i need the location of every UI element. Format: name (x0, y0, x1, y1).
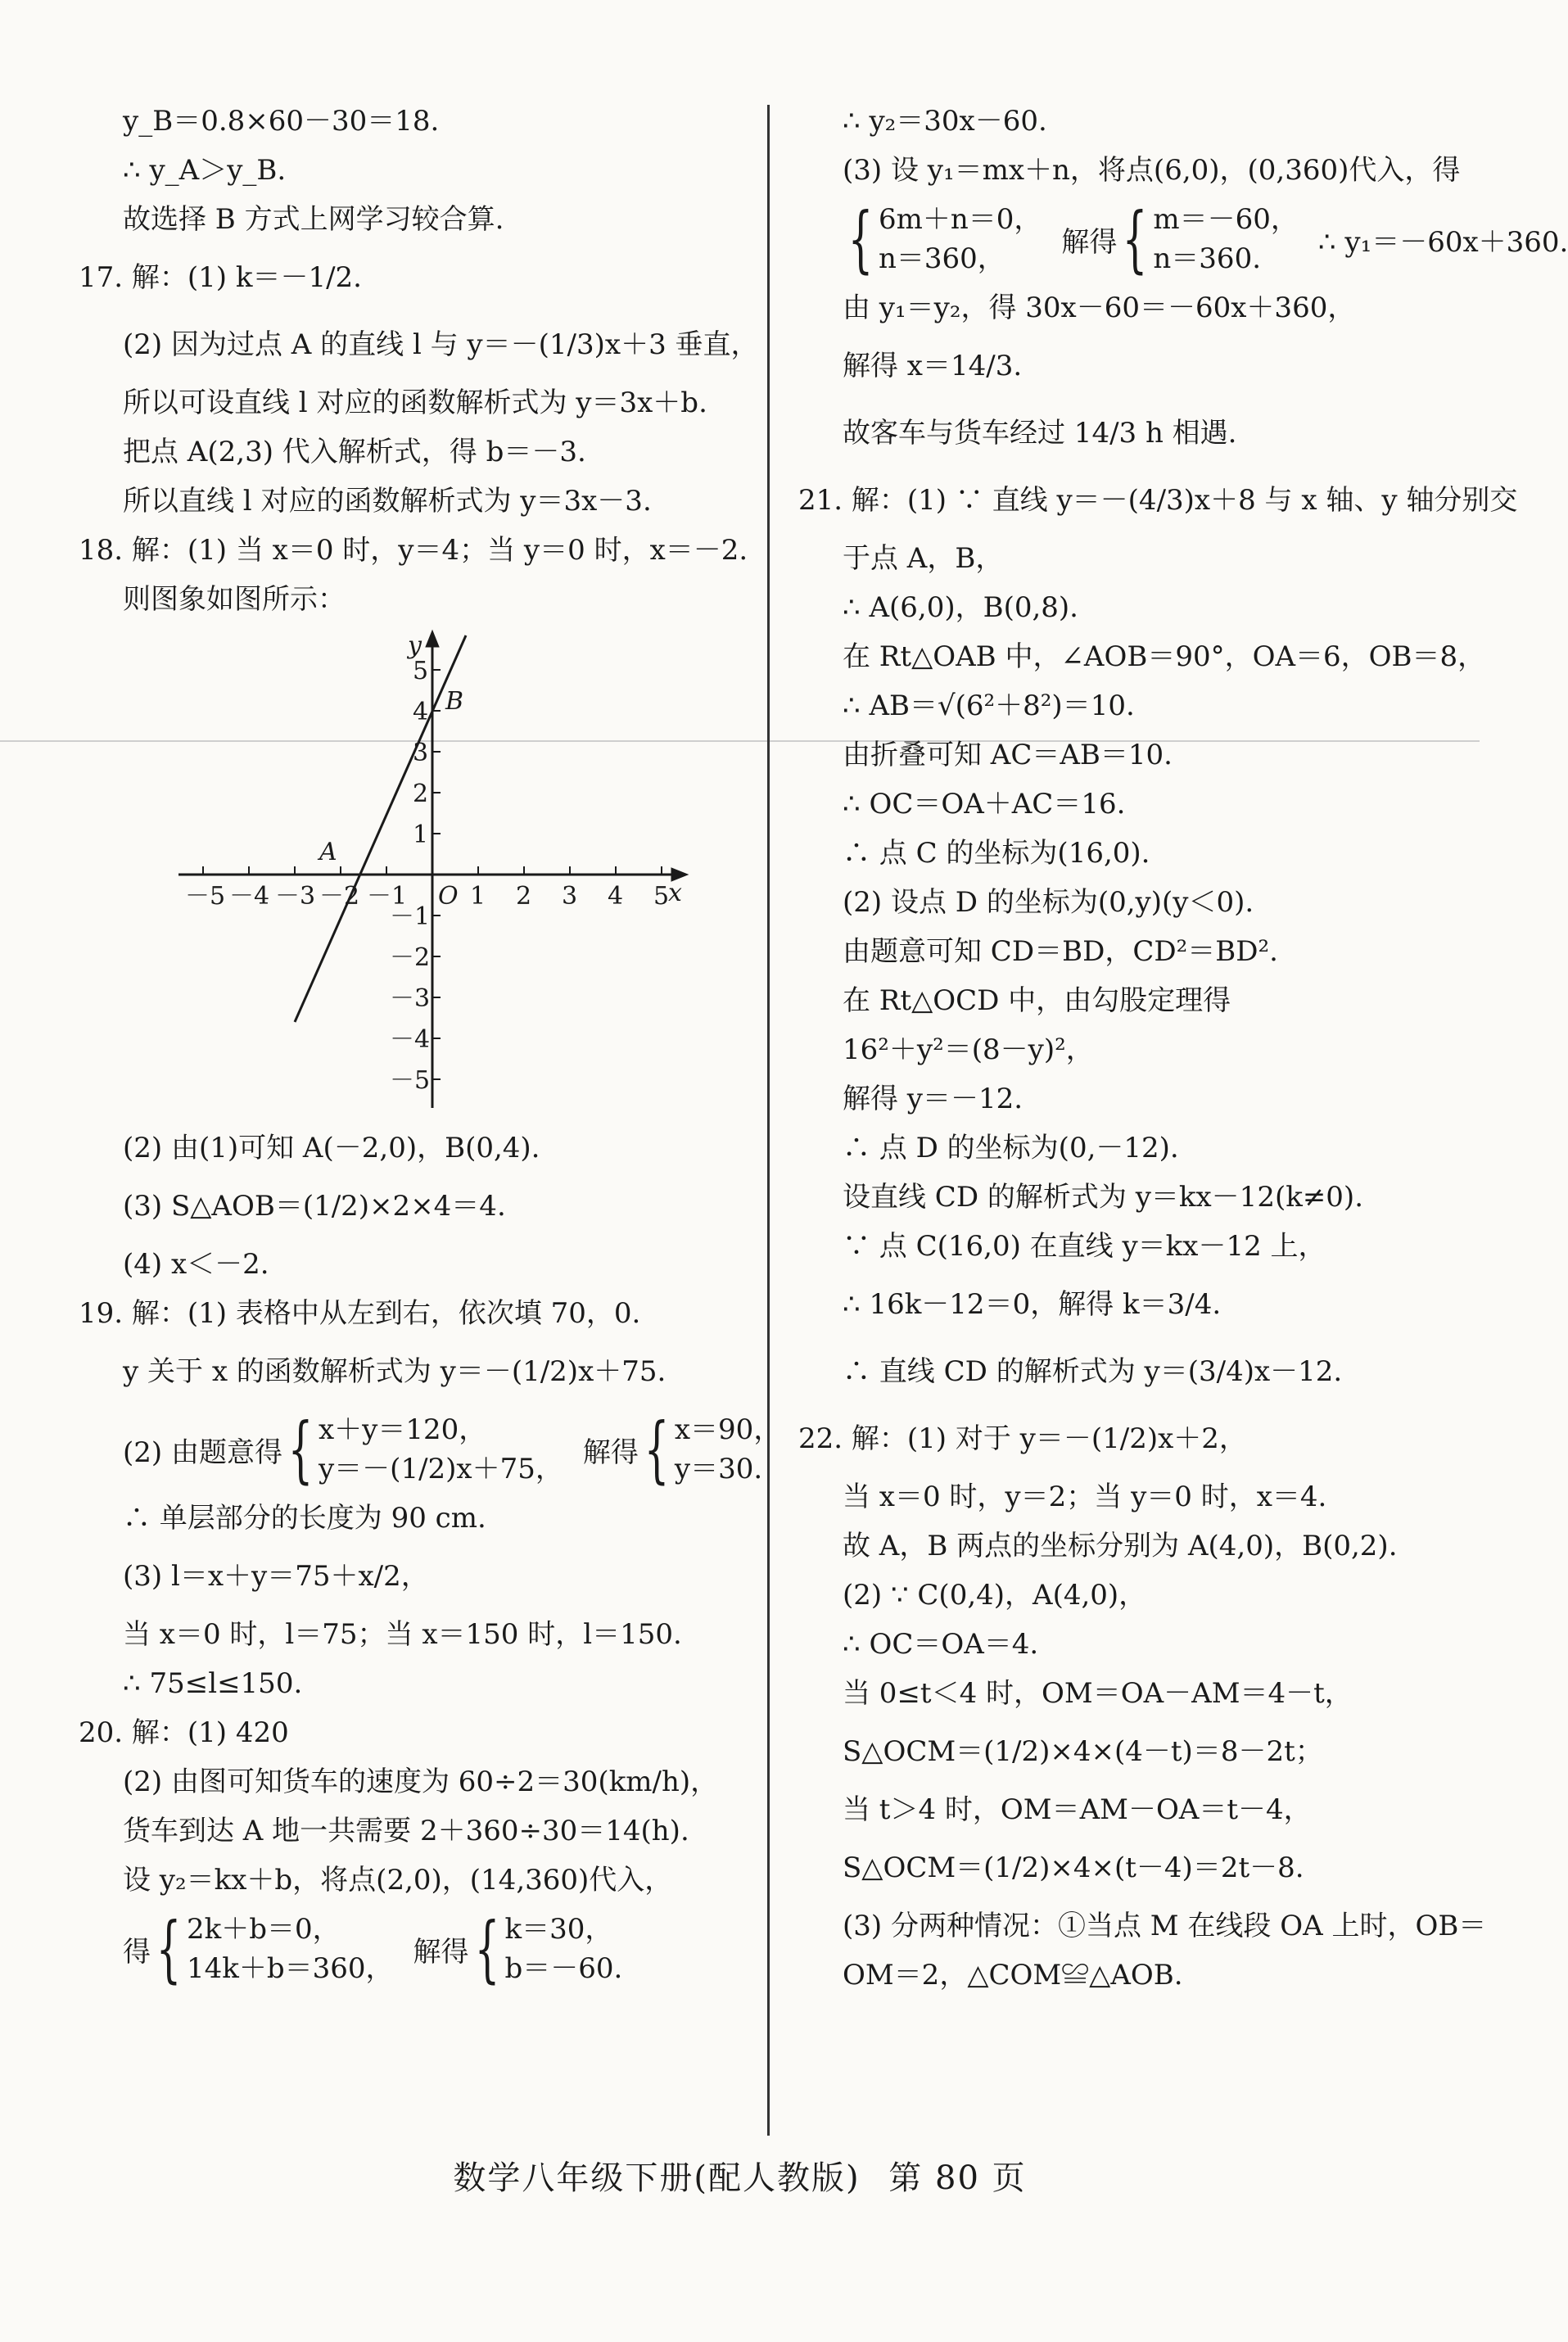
problem-19-heading: 19. 解：(1) 表格中从左到右，依次填 70，0. (79, 1297, 641, 1330)
text-line: 把点 A(2,3) 代入解析式，得 b＝－3. (123, 436, 586, 468)
text-line: 由题意可知 CD＝BD，CD²＝BD². (843, 935, 1278, 968)
text-line: (2) 由图可知货车的速度为 60÷2＝30(km/h)， (123, 1766, 719, 1798)
text-line: 则图象如图所示： (123, 583, 346, 616)
left-brace-icon: { (644, 1407, 670, 1491)
right-column (798, 97, 1568, 2000)
text-line: 于点 A，B， (843, 542, 1004, 575)
system-rows (675, 1410, 781, 1489)
text-line: 当 t＞4 时，OM＝AM－OA＝t－4， (843, 1793, 1312, 1826)
system-rows (319, 1410, 563, 1489)
left-brace-icon: { (156, 1906, 182, 1991)
text-line: OM＝2，△COM≌△AOB. (843, 1959, 1183, 1992)
text-line: 在 Rt△OCD 中，由勾股定理得 (843, 984, 1231, 1017)
text-line: ∴ OC＝OA＋AC＝16. (843, 788, 1126, 821)
point-b-label: B (445, 687, 464, 716)
text-line: (2) 由(1)可知 A(－2,0)，B(0,4). (123, 1132, 540, 1164)
problem-17-heading: 17. 解：(1) k＝－1/2. (79, 261, 362, 294)
left-brace-icon: { (474, 1906, 499, 1991)
equation: y＝－(1/2)x＋75， (318, 1453, 563, 1485)
text-line: ∴ 点 D 的坐标为(0,－12). (843, 1132, 1179, 1164)
text-line: ∴ OC＝OA＝4. (843, 1628, 1039, 1661)
text-line: (2) ∵ C(0,4)，A(4,0)， (843, 1579, 1147, 1612)
y-tick-label: －2 (390, 943, 431, 972)
text-line: ∴ y₂＝30x－60. (843, 105, 1047, 138)
y-tick-label: －1 (390, 902, 431, 931)
y-tick-label: －4 (390, 1025, 431, 1054)
equation: y＝30. (674, 1453, 763, 1485)
text-line: S△OCM＝(1/2)×4×(4－t)＝8－2t； (843, 1735, 1323, 1768)
left-brace-icon: { (287, 1407, 314, 1491)
text-line: 故选择 B 方式上网学习较合算. (123, 203, 504, 236)
text-line: ∴ 16k－12＝0，解得 k＝3/4. (843, 1288, 1222, 1321)
text-line: 货车到达 A 地一共需要 2＋360÷30＝14(h). (123, 1815, 689, 1847)
x-tick-label: 4 (608, 882, 624, 911)
x-tick-label: 3 (562, 882, 578, 911)
text-line: 设 y₂＝kx＋b，将点(2,0)，(14,360)代入， (123, 1864, 673, 1897)
y-tick-label: －5 (390, 1066, 431, 1095)
text-line: ∴ 直线 CD 的解析式为 y＝(3/4)x－12. (843, 1355, 1343, 1388)
solve-label: 解得 (582, 1435, 639, 1469)
text-line: ∴ 75≤l≤150. (123, 1667, 303, 1700)
equation-system (79, 1405, 782, 1494)
solve-label: 解得 (413, 1935, 469, 1969)
x-tick-label: 5 (653, 882, 670, 911)
system-rows (187, 1910, 394, 1988)
left-brace-icon: { (1123, 197, 1148, 281)
text-line: 故 A，B 两点的坐标分别为 A(4,0)，B(0,2). (843, 1530, 1398, 1562)
equation: n＝360. (1153, 242, 1262, 275)
text-line: y 关于 x 的函数解析式为 y＝－(1/2)x＋75. (123, 1355, 667, 1388)
left-brace-icon: { (847, 197, 874, 281)
system-intro: 得 (123, 1935, 151, 1969)
text-line: ∴ AB＝√(6²＋8²)＝10. (843, 689, 1135, 722)
problem-20-heading: 20. 解：(1) 420 (79, 1716, 289, 1749)
x-axis-label: x (668, 879, 682, 907)
book-title: 数学八年级下册(配人教版) (453, 2159, 861, 2197)
text-line: (3) 设 y₁＝mx＋n，将点(6,0)，(0,360)代入，得 (843, 154, 1461, 187)
text-line: 在 Rt△OAB 中，∠AOB＝90°，OA＝6，OB＝8， (843, 640, 1486, 673)
text-line: (2) 因为过点 A 的直线 l 与 y＝－(1/3)x＋3 垂直， (123, 328, 759, 361)
equation-system (79, 1905, 758, 1993)
text-line: 当 x＝0 时，y＝2；当 y＝0 时，x＝4. (843, 1481, 1327, 1513)
solve-label: 解得 (1061, 225, 1118, 259)
point-a-label: A (319, 838, 337, 866)
system-rows (505, 1910, 623, 1988)
text-line: ∵ 点 C(16,0) 在直线 y＝kx－12 上， (843, 1230, 1326, 1263)
equation: 6m＋n＝0， (879, 203, 1042, 236)
system-rows (1153, 200, 1299, 278)
y-tick-label: 5 (413, 657, 429, 685)
equation: k＝30， (504, 1913, 613, 1946)
text-line: 当 x＝0 时，l＝75；当 x＝150 时，l＝150. (123, 1618, 682, 1651)
page-number: 第 80 页 (888, 2159, 1027, 2197)
text-line: 当 0≤t＜4 时，OM＝OA－AM＝4－t， (843, 1677, 1353, 1710)
column-divider (767, 105, 770, 2136)
text-line: 由折叠可知 AC＝AB＝10. (843, 739, 1173, 771)
text-line: 解得 x＝14/3. (843, 350, 1023, 382)
x-tick-label: －5 (185, 882, 226, 911)
page-footer (0, 2152, 1480, 2199)
y-tick-label: 3 (413, 739, 429, 767)
equation: ∴ y₁＝－60x＋360. (1317, 225, 1568, 259)
function-line (295, 635, 466, 1022)
problem-21-heading: 21. 解：(1) ∵ 直线 y＝－(4/3)x＋8 与 x 轴、y 轴分别交 (798, 484, 1518, 517)
x-tick-label: －1 (367, 882, 408, 911)
y-axis-arrow-icon (426, 631, 439, 647)
y-axis-label: y (408, 631, 422, 660)
system-intro: (2) 由题意得 (123, 1435, 282, 1469)
x-tick-label: －4 (229, 882, 270, 911)
text-line: 解得 y＝－12. (843, 1083, 1023, 1115)
coordinate-graph (170, 629, 694, 1112)
y-tick-label: 1 (413, 821, 429, 849)
equation: m＝－60， (1153, 203, 1299, 236)
text-line: ∴ A(6,0)，B(0,8). (843, 591, 1078, 624)
text-line: (2) 设点 D 的坐标为(0,y)(y＜0). (843, 886, 1254, 919)
y-tick-label: 4 (413, 698, 429, 726)
system-rows (879, 200, 1042, 278)
text-line: ∴ y_A＞y_B. (123, 154, 287, 187)
y-tick-label: 2 (413, 780, 429, 808)
text-line: 设直线 CD 的解析式为 y＝kx－12(k≠0). (843, 1181, 1364, 1214)
equation: x＋y＝120， (318, 1413, 487, 1446)
problem-18-heading: 18. 解：(1) 当 x＝0 时，y＝4；当 y＝0 时，x＝－2. (79, 534, 748, 567)
text-line: (4) x＜－2. (123, 1248, 269, 1281)
text-line: 16²＋y²＝(8－y)²， (843, 1033, 1094, 1066)
x-tick-label: 1 (470, 882, 486, 911)
equation-system (798, 195, 1568, 283)
equation: x＝90， (674, 1413, 782, 1446)
origin-label: O (438, 882, 459, 911)
text-line: 所以可设直线 l 对应的函数解析式为 y＝3x＋b. (123, 387, 707, 419)
text-line: 所以直线 l 对应的函数解析式为 y＝3x－3. (123, 485, 652, 518)
x-tick-label: －3 (275, 882, 316, 911)
text-line: (3) l＝x＋y＝75＋x/2， (123, 1560, 429, 1593)
text-line: (3) 分两种情况：①当点 M 在线段 OA 上时，OB＝ (843, 1910, 1487, 1942)
text-line: ∴ 点 C 的坐标为(16,0). (843, 837, 1150, 870)
equation: b＝－60. (504, 1952, 623, 1985)
left-column (79, 97, 782, 1993)
text-line: (3) S△AOB＝(1/2)×2×4＝4. (123, 1190, 506, 1223)
text-line: ∴ 单层部分的长度为 90 cm. (123, 1502, 486, 1535)
equation: 14k＋b＝360， (187, 1952, 394, 1985)
equation: 2k＋b＝0， (187, 1913, 341, 1946)
problem-22-heading: 22. 解：(1) 对于 y＝－(1/2)x＋2， (798, 1422, 1247, 1455)
y-tick-label: －3 (390, 984, 431, 1013)
x-tick-label: －2 (319, 882, 360, 911)
text-line: y_B＝0.8×60－30＝18. (123, 105, 440, 138)
text-line: S△OCM＝(1/2)×4×(t－4)＝2t－8. (843, 1851, 1304, 1884)
x-tick-label: 2 (516, 882, 532, 911)
equation: n＝360， (879, 242, 1005, 275)
text-line: 故客车与货车经过 14/3 h 相遇. (843, 417, 1237, 450)
text-line: 由 y₁＝y₂，得 30x－60＝－60x＋360， (843, 292, 1356, 324)
